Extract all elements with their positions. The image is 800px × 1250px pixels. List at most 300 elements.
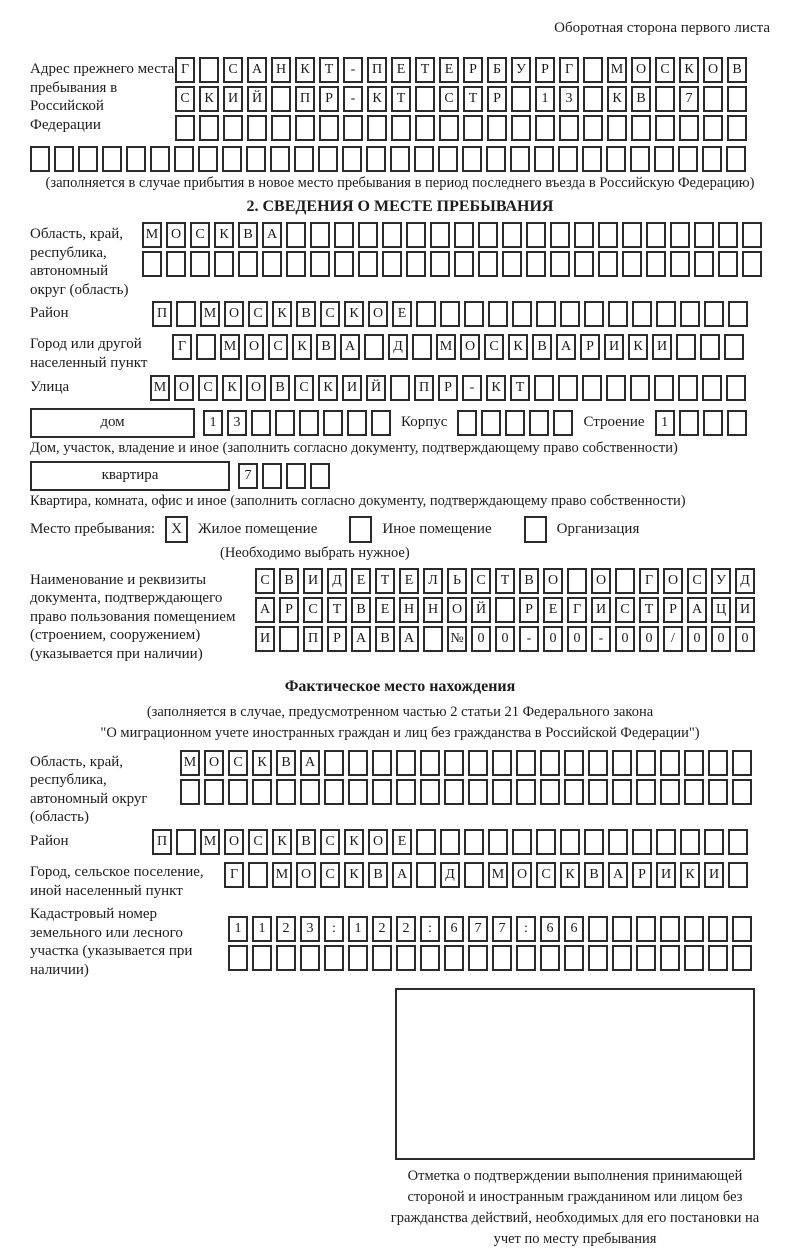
- char-cell[interactable]: [286, 463, 306, 489]
- char-cell[interactable]: К: [344, 862, 364, 888]
- char-cell[interactable]: [510, 146, 530, 172]
- char-cell[interactable]: [516, 779, 536, 805]
- char-cell[interactable]: [588, 945, 608, 971]
- char-cell[interactable]: [406, 222, 426, 248]
- checkbox-inoe[interactable]: [349, 516, 372, 543]
- char-cell[interactable]: О: [224, 829, 244, 855]
- char-cell[interactable]: [468, 945, 488, 971]
- char-cell[interactable]: 2: [276, 916, 296, 942]
- char-cell[interactable]: [724, 334, 744, 360]
- char-cell[interactable]: [416, 301, 436, 327]
- char-cell[interactable]: О: [224, 301, 244, 327]
- char-cell[interactable]: 0: [495, 626, 515, 652]
- char-cell[interactable]: [505, 410, 525, 436]
- char-cell[interactable]: [502, 251, 522, 277]
- char-cell[interactable]: [279, 626, 299, 652]
- char-cell[interactable]: В: [279, 568, 299, 594]
- char-cell[interactable]: С: [175, 86, 195, 112]
- char-cell[interactable]: [324, 945, 344, 971]
- char-cell[interactable]: [516, 750, 536, 776]
- char-cell[interactable]: [728, 829, 748, 855]
- char-cell[interactable]: К: [344, 301, 364, 327]
- char-cell[interactable]: [492, 945, 512, 971]
- char-cell[interactable]: О: [460, 334, 480, 360]
- char-cell[interactable]: Е: [399, 568, 419, 594]
- char-cell[interactable]: О: [166, 222, 186, 248]
- char-cell[interactable]: П: [152, 829, 172, 855]
- char-cell[interactable]: М: [200, 829, 220, 855]
- char-cell[interactable]: Ц: [711, 597, 731, 623]
- char-cell[interactable]: [660, 945, 680, 971]
- char-cell[interactable]: [347, 410, 367, 436]
- char-cell[interactable]: О: [543, 568, 563, 594]
- char-cell[interactable]: А: [399, 626, 419, 652]
- char-cell[interactable]: 3: [559, 86, 579, 112]
- char-cell[interactable]: [732, 916, 752, 942]
- char-cell[interactable]: 3: [227, 410, 247, 436]
- char-cell[interactable]: [323, 410, 343, 436]
- char-cell[interactable]: [262, 463, 282, 489]
- char-cell[interactable]: [457, 410, 477, 436]
- char-cell[interactable]: К: [679, 57, 699, 83]
- char-cell[interactable]: [416, 862, 436, 888]
- char-cell[interactable]: [512, 829, 532, 855]
- char-cell[interactable]: [271, 115, 291, 141]
- char-cell[interactable]: [382, 251, 402, 277]
- char-cell[interactable]: С: [484, 334, 504, 360]
- char-cell[interactable]: [708, 779, 728, 805]
- char-cell[interactable]: [636, 750, 656, 776]
- char-cell[interactable]: [540, 779, 560, 805]
- char-cell[interactable]: П: [414, 375, 434, 401]
- char-cell[interactable]: [364, 334, 384, 360]
- char-cell[interactable]: В: [375, 626, 395, 652]
- char-cell[interactable]: О: [703, 57, 723, 83]
- char-cell[interactable]: О: [174, 375, 194, 401]
- char-cell[interactable]: [396, 779, 416, 805]
- char-cell[interactable]: А: [556, 334, 576, 360]
- char-cell[interactable]: [416, 829, 436, 855]
- char-cell[interactable]: [275, 410, 295, 436]
- char-cell[interactable]: У: [511, 57, 531, 83]
- char-cell[interactable]: [612, 750, 632, 776]
- char-cell[interactable]: [166, 251, 186, 277]
- char-cell[interactable]: В: [276, 750, 296, 776]
- char-cell[interactable]: [718, 222, 738, 248]
- char-cell[interactable]: Р: [535, 57, 555, 83]
- char-cell[interactable]: [204, 779, 224, 805]
- char-cell[interactable]: [574, 251, 594, 277]
- char-cell[interactable]: [608, 829, 628, 855]
- char-cell[interactable]: :: [516, 916, 536, 942]
- char-cell[interactable]: [488, 829, 508, 855]
- char-cell[interactable]: [502, 222, 522, 248]
- char-cell[interactable]: Б: [487, 57, 507, 83]
- char-cell[interactable]: [606, 375, 626, 401]
- char-cell[interactable]: [704, 301, 724, 327]
- char-cell[interactable]: И: [604, 334, 624, 360]
- char-cell[interactable]: Г: [224, 862, 244, 888]
- char-cell[interactable]: Г: [559, 57, 579, 83]
- char-cell[interactable]: И: [652, 334, 672, 360]
- char-cell[interactable]: [463, 115, 483, 141]
- char-cell[interactable]: С: [471, 568, 491, 594]
- char-cell[interactable]: 6: [540, 916, 560, 942]
- char-cell[interactable]: [464, 862, 484, 888]
- char-cell[interactable]: [728, 862, 748, 888]
- char-cell[interactable]: Т: [415, 57, 435, 83]
- char-cell[interactable]: [199, 57, 219, 83]
- char-cell[interactable]: [318, 146, 338, 172]
- char-cell[interactable]: [444, 750, 464, 776]
- char-cell[interactable]: В: [270, 375, 290, 401]
- char-cell[interactable]: [414, 146, 434, 172]
- char-cell[interactable]: [656, 829, 676, 855]
- char-cell[interactable]: [702, 375, 722, 401]
- char-cell[interactable]: Т: [639, 597, 659, 623]
- char-cell[interactable]: К: [680, 862, 700, 888]
- char-cell[interactable]: Т: [510, 375, 530, 401]
- char-cell[interactable]: П: [367, 57, 387, 83]
- char-cell[interactable]: В: [631, 86, 651, 112]
- char-cell[interactable]: [238, 251, 258, 277]
- char-cell[interactable]: Т: [319, 57, 339, 83]
- char-cell[interactable]: [732, 750, 752, 776]
- char-cell[interactable]: К: [272, 301, 292, 327]
- char-cell[interactable]: [492, 750, 512, 776]
- char-cell[interactable]: Р: [632, 862, 652, 888]
- char-cell[interactable]: [708, 916, 728, 942]
- char-cell[interactable]: [371, 410, 391, 436]
- char-cell[interactable]: О: [591, 568, 611, 594]
- char-cell[interactable]: [732, 945, 752, 971]
- char-cell[interactable]: 7: [468, 916, 488, 942]
- char-cell[interactable]: Д: [327, 568, 347, 594]
- char-cell[interactable]: Р: [438, 375, 458, 401]
- char-cell[interactable]: Д: [735, 568, 755, 594]
- char-cell[interactable]: [478, 251, 498, 277]
- char-cell[interactable]: [536, 301, 556, 327]
- char-cell[interactable]: К: [508, 334, 528, 360]
- char-cell[interactable]: С: [320, 301, 340, 327]
- char-cell[interactable]: [196, 334, 216, 360]
- char-cell[interactable]: [247, 115, 267, 141]
- char-cell[interactable]: Й: [471, 597, 491, 623]
- char-cell[interactable]: С: [615, 597, 635, 623]
- char-cell[interactable]: С: [190, 222, 210, 248]
- char-cell[interactable]: -: [462, 375, 482, 401]
- char-cell[interactable]: [319, 115, 339, 141]
- char-cell[interactable]: [343, 115, 363, 141]
- char-cell[interactable]: [478, 222, 498, 248]
- char-cell[interactable]: [464, 829, 484, 855]
- char-cell[interactable]: [700, 334, 720, 360]
- char-cell[interactable]: К: [222, 375, 242, 401]
- char-cell[interactable]: [646, 222, 666, 248]
- char-cell[interactable]: [372, 945, 392, 971]
- char-cell[interactable]: [412, 334, 432, 360]
- char-cell[interactable]: Р: [580, 334, 600, 360]
- char-cell[interactable]: Е: [392, 829, 412, 855]
- char-cell[interactable]: [742, 222, 762, 248]
- char-cell[interactable]: А: [247, 57, 267, 83]
- char-cell[interactable]: С: [320, 829, 340, 855]
- char-cell[interactable]: [252, 945, 272, 971]
- char-cell[interactable]: [559, 115, 579, 141]
- char-cell[interactable]: [276, 779, 296, 805]
- char-cell[interactable]: [180, 779, 200, 805]
- char-cell[interactable]: [529, 410, 549, 436]
- char-cell[interactable]: [612, 945, 632, 971]
- char-cell[interactable]: [276, 945, 296, 971]
- char-cell[interactable]: [560, 829, 580, 855]
- char-cell[interactable]: [655, 115, 675, 141]
- char-cell[interactable]: Й: [247, 86, 267, 112]
- char-cell[interactable]: [534, 146, 554, 172]
- char-cell[interactable]: [612, 916, 632, 942]
- char-cell[interactable]: 2: [372, 916, 392, 942]
- char-cell[interactable]: [271, 86, 291, 112]
- char-cell[interactable]: Р: [663, 597, 683, 623]
- char-cell[interactable]: Р: [327, 626, 347, 652]
- char-cell[interactable]: [78, 146, 98, 172]
- char-cell[interactable]: У: [711, 568, 731, 594]
- char-cell[interactable]: [679, 115, 699, 141]
- char-cell[interactable]: И: [255, 626, 275, 652]
- char-cell[interactable]: К: [560, 862, 580, 888]
- char-cell[interactable]: [251, 410, 271, 436]
- char-cell[interactable]: А: [300, 750, 320, 776]
- char-cell[interactable]: [310, 463, 330, 489]
- char-cell[interactable]: [454, 222, 474, 248]
- char-cell[interactable]: [582, 146, 602, 172]
- char-cell[interactable]: [228, 779, 248, 805]
- char-cell[interactable]: П: [295, 86, 315, 112]
- char-cell[interactable]: [703, 86, 723, 112]
- char-cell[interactable]: [487, 115, 507, 141]
- char-cell[interactable]: Е: [375, 597, 395, 623]
- char-cell[interactable]: Т: [327, 597, 347, 623]
- char-cell[interactable]: [488, 301, 508, 327]
- char-cell[interactable]: 1: [655, 410, 675, 436]
- char-cell[interactable]: [150, 146, 170, 172]
- char-cell[interactable]: [684, 945, 704, 971]
- char-cell[interactable]: [582, 375, 602, 401]
- char-cell[interactable]: В: [584, 862, 604, 888]
- char-cell[interactable]: [679, 410, 699, 436]
- char-cell[interactable]: [694, 251, 714, 277]
- char-cell[interactable]: [420, 945, 440, 971]
- char-cell[interactable]: [540, 750, 560, 776]
- char-cell[interactable]: В: [519, 568, 539, 594]
- char-cell[interactable]: 7: [492, 916, 512, 942]
- char-cell[interactable]: А: [340, 334, 360, 360]
- char-cell[interactable]: Н: [399, 597, 419, 623]
- char-cell[interactable]: [550, 251, 570, 277]
- char-cell[interactable]: [646, 251, 666, 277]
- char-cell[interactable]: 6: [444, 916, 464, 942]
- char-cell[interactable]: [632, 301, 652, 327]
- char-cell[interactable]: М: [142, 222, 162, 248]
- char-cell[interactable]: [495, 597, 515, 623]
- char-cell[interactable]: М: [272, 862, 292, 888]
- char-cell[interactable]: К: [292, 334, 312, 360]
- char-cell[interactable]: М: [436, 334, 456, 360]
- char-cell[interactable]: [334, 251, 354, 277]
- char-cell[interactable]: 0: [711, 626, 731, 652]
- char-cell[interactable]: [300, 945, 320, 971]
- char-cell[interactable]: Т: [375, 568, 395, 594]
- char-cell[interactable]: [680, 301, 700, 327]
- char-cell[interactable]: В: [296, 301, 316, 327]
- char-cell[interactable]: [310, 251, 330, 277]
- char-cell[interactable]: С: [439, 86, 459, 112]
- char-cell[interactable]: [468, 750, 488, 776]
- char-cell[interactable]: [703, 410, 723, 436]
- char-cell[interactable]: [540, 945, 560, 971]
- char-cell[interactable]: -: [519, 626, 539, 652]
- char-cell[interactable]: :: [420, 916, 440, 942]
- char-cell[interactable]: [680, 829, 700, 855]
- char-cell[interactable]: Д: [440, 862, 460, 888]
- char-cell[interactable]: [726, 146, 746, 172]
- char-cell[interactable]: [270, 146, 290, 172]
- char-cell[interactable]: 3: [300, 916, 320, 942]
- char-cell[interactable]: [526, 251, 546, 277]
- char-cell[interactable]: 2: [396, 916, 416, 942]
- char-cell[interactable]: [415, 115, 435, 141]
- char-cell[interactable]: А: [351, 626, 371, 652]
- char-cell[interactable]: [391, 115, 411, 141]
- char-cell[interactable]: [372, 779, 392, 805]
- char-cell[interactable]: С: [294, 375, 314, 401]
- char-cell[interactable]: В: [316, 334, 336, 360]
- char-cell[interactable]: Г: [172, 334, 192, 360]
- char-cell[interactable]: [630, 375, 650, 401]
- char-cell[interactable]: К: [252, 750, 272, 776]
- char-cell[interactable]: 1: [348, 916, 368, 942]
- char-cell[interactable]: :: [324, 916, 344, 942]
- char-cell[interactable]: [176, 829, 196, 855]
- char-cell[interactable]: [294, 146, 314, 172]
- char-cell[interactable]: И: [342, 375, 362, 401]
- char-cell[interactable]: [526, 222, 546, 248]
- char-cell[interactable]: К: [344, 829, 364, 855]
- char-cell[interactable]: О: [244, 334, 264, 360]
- char-cell[interactable]: О: [368, 301, 388, 327]
- char-cell[interactable]: [324, 750, 344, 776]
- char-cell[interactable]: Т: [463, 86, 483, 112]
- char-cell[interactable]: [366, 146, 386, 172]
- char-cell[interactable]: [606, 146, 626, 172]
- char-cell[interactable]: Е: [439, 57, 459, 83]
- char-cell[interactable]: [396, 945, 416, 971]
- char-cell[interactable]: Р: [279, 597, 299, 623]
- char-cell[interactable]: [607, 115, 627, 141]
- char-cell[interactable]: О: [246, 375, 266, 401]
- char-cell[interactable]: [708, 750, 728, 776]
- char-cell[interactable]: [684, 916, 704, 942]
- char-cell[interactable]: [636, 779, 656, 805]
- char-cell[interactable]: М: [488, 862, 508, 888]
- char-cell[interactable]: [678, 146, 698, 172]
- char-cell[interactable]: М: [220, 334, 240, 360]
- char-cell[interactable]: -: [343, 86, 363, 112]
- char-cell[interactable]: [252, 779, 272, 805]
- checkbox-organizatsiya[interactable]: [524, 516, 547, 543]
- char-cell[interactable]: [588, 750, 608, 776]
- char-cell[interactable]: [176, 301, 196, 327]
- char-cell[interactable]: И: [223, 86, 243, 112]
- char-cell[interactable]: А: [608, 862, 628, 888]
- char-cell[interactable]: 0: [543, 626, 563, 652]
- char-cell[interactable]: [286, 251, 306, 277]
- char-cell[interactable]: [670, 222, 690, 248]
- char-cell[interactable]: Е: [351, 568, 371, 594]
- char-cell[interactable]: Г: [567, 597, 587, 623]
- char-cell[interactable]: А: [687, 597, 707, 623]
- char-cell[interactable]: А: [392, 862, 412, 888]
- char-cell[interactable]: [654, 375, 674, 401]
- char-cell[interactable]: С: [255, 568, 275, 594]
- char-cell[interactable]: [558, 146, 578, 172]
- char-cell[interactable]: [444, 945, 464, 971]
- char-cell[interactable]: [684, 779, 704, 805]
- char-cell[interactable]: [142, 251, 162, 277]
- char-cell[interactable]: [214, 251, 234, 277]
- char-cell[interactable]: Е: [391, 57, 411, 83]
- char-cell[interactable]: [703, 115, 723, 141]
- char-cell[interactable]: 1: [203, 410, 223, 436]
- char-cell[interactable]: К: [272, 829, 292, 855]
- char-cell[interactable]: С: [303, 597, 323, 623]
- char-cell[interactable]: И: [735, 597, 755, 623]
- char-cell[interactable]: [454, 251, 474, 277]
- char-cell[interactable]: [598, 251, 618, 277]
- char-cell[interactable]: М: [607, 57, 627, 83]
- char-cell[interactable]: [390, 375, 410, 401]
- char-cell[interactable]: С: [248, 829, 268, 855]
- char-cell[interactable]: О: [512, 862, 532, 888]
- char-cell[interactable]: И: [303, 568, 323, 594]
- char-cell[interactable]: [420, 779, 440, 805]
- char-cell[interactable]: [654, 146, 674, 172]
- char-cell[interactable]: [670, 251, 690, 277]
- char-cell[interactable]: Л: [423, 568, 443, 594]
- char-cell[interactable]: [676, 334, 696, 360]
- char-cell[interactable]: [550, 222, 570, 248]
- char-cell[interactable]: /: [663, 626, 683, 652]
- char-cell[interactable]: [358, 222, 378, 248]
- char-cell[interactable]: Н: [423, 597, 443, 623]
- char-cell[interactable]: [660, 750, 680, 776]
- char-cell[interactable]: [310, 222, 330, 248]
- char-cell[interactable]: [655, 86, 675, 112]
- char-cell[interactable]: [702, 146, 722, 172]
- char-cell[interactable]: М: [200, 301, 220, 327]
- char-cell[interactable]: [348, 945, 368, 971]
- char-cell[interactable]: Р: [463, 57, 483, 83]
- char-cell[interactable]: [372, 750, 392, 776]
- char-cell[interactable]: О: [204, 750, 224, 776]
- char-cell[interactable]: [636, 916, 656, 942]
- char-cell[interactable]: [430, 251, 450, 277]
- char-cell[interactable]: С: [536, 862, 556, 888]
- char-cell[interactable]: [228, 945, 248, 971]
- char-cell[interactable]: К: [486, 375, 506, 401]
- char-cell[interactable]: [630, 146, 650, 172]
- dom-box[interactable]: [30, 408, 195, 438]
